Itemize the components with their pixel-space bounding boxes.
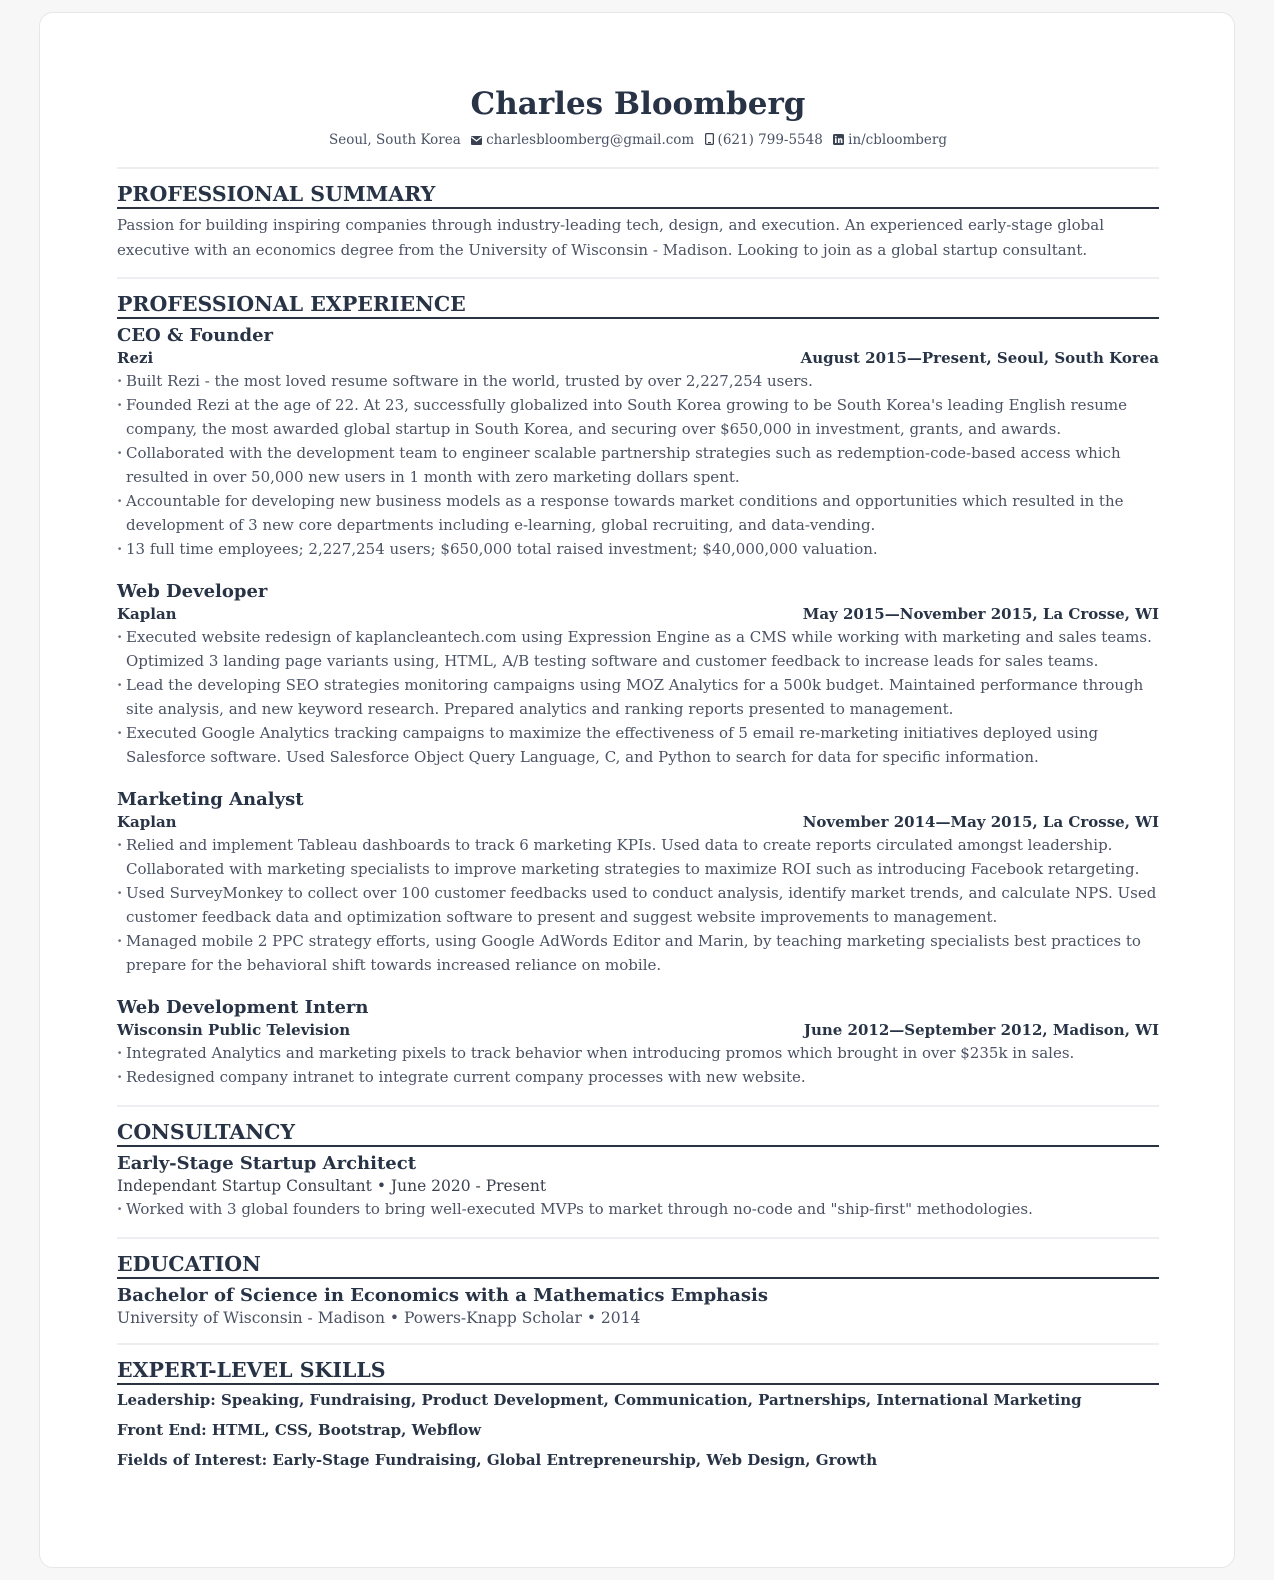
consultancy-bullets (117, 1197, 1159, 1221)
bullet-item: · Lead the developing SEO strategies monitoring campaigns using MOZ Analytics for a 500k budget. Maintained performance through site analysis, and new keyword research. Prepared analytics and ranking reports presented to management. (117, 673, 1159, 721)
experience-section (117, 279, 1159, 1105)
job-title: Web Development Intern (117, 997, 369, 1018)
bullet-item: · Executed Google Analytics tracking campaigns to maximize the effectiveness of 5 email re-marketing initiatives deployed using Salesforce software. Used Salesforce Object Query Language, C, and Python to search for data for specific information. (117, 721, 1159, 769)
job-bullets (117, 833, 1159, 977)
job-dates: November 2014—May 2015, La Crosse, WI (802, 813, 1159, 831)
bullet-item: · Integrated Analytics and marketing pixels to track behavior when introducing promos which brought in over $235k in sales. (117, 1041, 1159, 1065)
skills-heading: EXPERT-LEVEL SKILLS (117, 1345, 1159, 1385)
job-bullets (117, 1041, 1159, 1089)
bullet-item: · Redesigned company intranet to integrate current company processes with new website. (117, 1065, 1159, 1089)
bullet-item: · 13 full time employees; 2,227,254 users; $650,000 total raised investment; $40,000,000 valuation. (117, 537, 1159, 561)
skills-section (117, 1345, 1159, 1471)
summary-heading: PROFESSIONAL SUMMARY (117, 169, 1159, 209)
linkedin-icon (833, 134, 844, 145)
degree-title: Bachelor of Science in Economics with a Mathematics Emphasis (117, 1285, 769, 1306)
job-meta (117, 811, 1159, 833)
job-title: Marketing Analyst (117, 789, 304, 810)
job-dates: June 2012—September 2012, Madison, WI (803, 1021, 1159, 1039)
summary-section (117, 169, 1159, 262)
job-meta (117, 347, 1159, 369)
bullet-item: · Used SurveyMonkey to collect over 100 customer feedbacks used to conduct analysis, identify market trends, and calculate NPS. Used customer feedback data and optimization software to present and suggest website improvements to management. (117, 881, 1159, 929)
linkedin-text: in/cbloomberg (848, 132, 947, 148)
summary-text: Passion for building inspiring companies through industry-leading tech, design, and execution. An experienced early-stage global executive with an economics degree from the University of Wisconsin - Madison. Looking to join as a global startup consultant. (117, 216, 1104, 259)
consultancy-section (117, 1107, 1159, 1237)
experience-heading: PROFESSIONAL EXPERIENCE (117, 279, 1159, 319)
job-meta (117, 603, 1159, 625)
job-title: CEO & Founder (117, 325, 274, 346)
job-dates: May 2015—November 2015, La Crosse, WI (802, 605, 1159, 623)
job-company: Rezi (117, 349, 154, 367)
education-heading: EDUCATION (117, 1239, 1159, 1279)
bullet-item: · Worked with 3 global founders to bring well-executed MVPs to market through no-code and "ship-first" methodologies. (117, 1197, 1159, 1221)
bullet-item: · Collaborated with the development team to engineer scalable partnership strategies such as redemption-code-based access which resulted in over 50,000 new users in 1 month with zero marketing dollars spent. (117, 441, 1159, 489)
phone-icon (705, 133, 714, 145)
consultancy-subtitle: Independant Startup Consultant • June 2020 - Present (117, 1177, 547, 1195)
education-section (117, 1239, 1159, 1343)
job-entry (117, 325, 1159, 561)
job-entry (117, 581, 1159, 769)
email-text: charlesbloomberg@gmail.com (486, 132, 695, 148)
job-company: Wisconsin Public Television (117, 1021, 351, 1039)
contact-line (117, 131, 1159, 149)
email-item[interactable] (471, 132, 698, 148)
job-company: Kaplan (117, 813, 177, 831)
bullet-item: · Managed mobile 2 PPC strategy efforts, using Google AdWords Editor and Marin, by teaching marketing specialists best practices to prepare for the behavioral shift towards increased reliance on mobile. (117, 929, 1159, 977)
job-entry (117, 997, 1159, 1089)
location-text: Seoul, South Korea (329, 132, 461, 148)
resume-page (39, 12, 1235, 1568)
linkedin-item[interactable] (833, 132, 947, 148)
consultancy-role: Early-Stage Startup Architect (117, 1153, 417, 1174)
skill-line: Front End: HTML, CSS, Bootstrap, Webflow (117, 1421, 482, 1439)
job-company: Kaplan (117, 605, 177, 623)
phone-item[interactable] (705, 132, 828, 148)
envelope-icon (471, 136, 482, 145)
job-entry (117, 789, 1159, 977)
bullet-item: · Built Rezi - the most loved resume software in the world, trusted by over 2,227,254 users. (117, 369, 1159, 393)
skill-line: Leadership: Speaking, Fundraising, Product Development, Communication, Partnerships, International Marketing (117, 1391, 1082, 1409)
job-dates: August 2015—Present, Seoul, South Korea (800, 349, 1159, 367)
education-subtitle: University of Wisconsin - Madison • Powers-Knapp Scholar • 2014 (117, 1309, 641, 1327)
job-title: Web Developer (117, 581, 268, 602)
job-bullets (117, 625, 1159, 769)
phone-text: (621) 799-5548 (717, 132, 823, 148)
bullet-item: · Founded Rezi at the age of 22. At 23, successfully globalized into South Korea growing to be South Korea's leading English resume company, the most awarded global startup in South Korea, and securing over $650,000 in investment, grants, and awards. (117, 393, 1159, 441)
job-bullets (117, 369, 1159, 561)
bullet-item: · Relied and implement Tableau dashboards to track 6 marketing KPIs. Used data to create reports circulated amongst leadership. Collaborated with marketing specialists to improve marketing strategies to maximize ROI such as introducing Facebook retargeting. (117, 833, 1159, 881)
resume-content (117, 13, 1159, 1471)
skill-line: Fields of Interest: Early-Stage Fundraising, Global Entrepreneurship, Web Design, Growth (117, 1451, 878, 1469)
consultancy-heading: CONSULTANCY (117, 1107, 1159, 1147)
candidate-name: Charles Bloomberg (470, 86, 806, 122)
bullet-item: · Executed website redesign of kaplancleantech.com using Expression Engine as a CMS while working with marketing and sales teams. Optimized 3 landing page variants using, HTML, A/B testing software and customer feedback to increase leads for sales teams. (117, 625, 1159, 673)
job-meta (117, 1019, 1159, 1041)
bullet-item: · Accountable for developing new business models as a response towards market conditions and opportunities which resulted in the development of 3 new core departments including e-learning, global recruiting, and data-vending. (117, 489, 1159, 537)
